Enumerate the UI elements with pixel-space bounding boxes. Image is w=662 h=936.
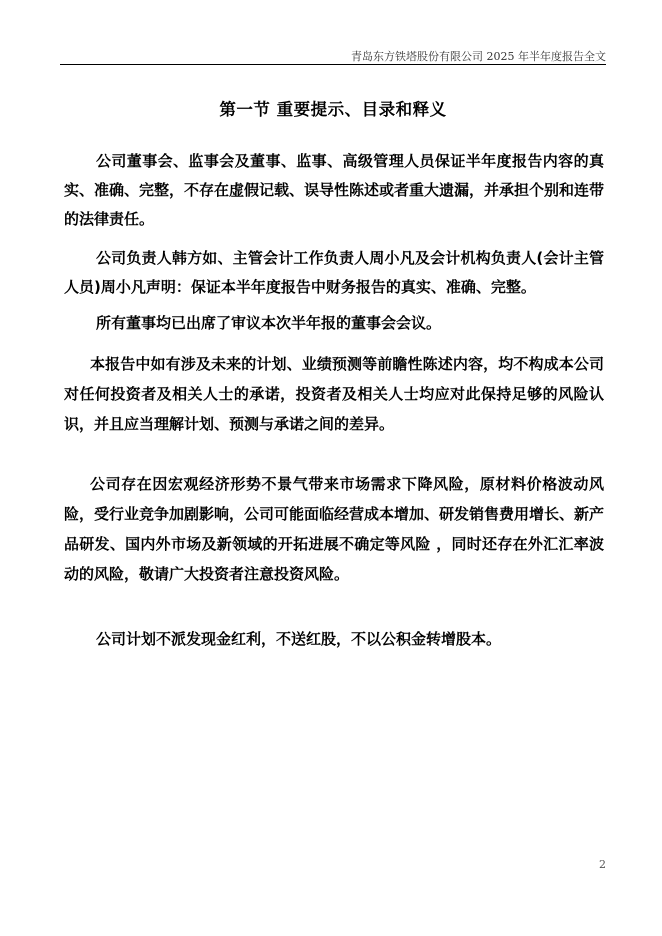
header-divider	[60, 64, 606, 65]
section-title: 第一节 重要提示、目录和释义	[219, 100, 447, 119]
page-number: 2	[599, 858, 606, 871]
risk-paragraph: 公司存在因宏观经济形势不景气带来市场需求下降风险，原材料价格波动风险，受行业竞争加剧影响，公司可能面临经营成本增加、研发销售费用增长、新产品研发、国内外市场及新领域的开拓进展不确定等风险 ，同时还存在外汇汇率波动的风险，敬请广大投资者注意投资风险。	[64, 475, 605, 583]
responsible-persons-paragraph: 公司负责人韩方如、主管会计工作负责人周小凡及会计机构负责人(会计主管人员)周小凡声明：保证本半年度报告中财务报告的真实、准确、完整。	[64, 249, 604, 296]
dividend-paragraph: 公司计划不派发现金红利，不送红股，不以公积金转增股本。	[96, 630, 502, 648]
attendance-paragraph: 所有董事均已出席了审议本次半年报的董事会会议。	[96, 314, 442, 332]
board-guarantee-paragraph: 公司董事会、监事会及董事、监事、高级管理人员保证半年度报告内容的真实、准确、完整，不存在虚假记载、误导性陈述或者重大遗漏，并承担个别和连带的法律责任。	[64, 152, 605, 228]
running-header: 青岛东方铁塔股份有限公司 2025 年半年度报告全文	[351, 50, 606, 63]
forward-looking-paragraph: 本报告中如有涉及未来的计划、业绩预测等前瞻性陈述内容，均不构成本公司对任何投资者及相关人士的承诺，投资者及相关人士均应对此保持足够的风险认识，并且应当理解计划、预测与承诺之间的差异。	[64, 355, 604, 433]
